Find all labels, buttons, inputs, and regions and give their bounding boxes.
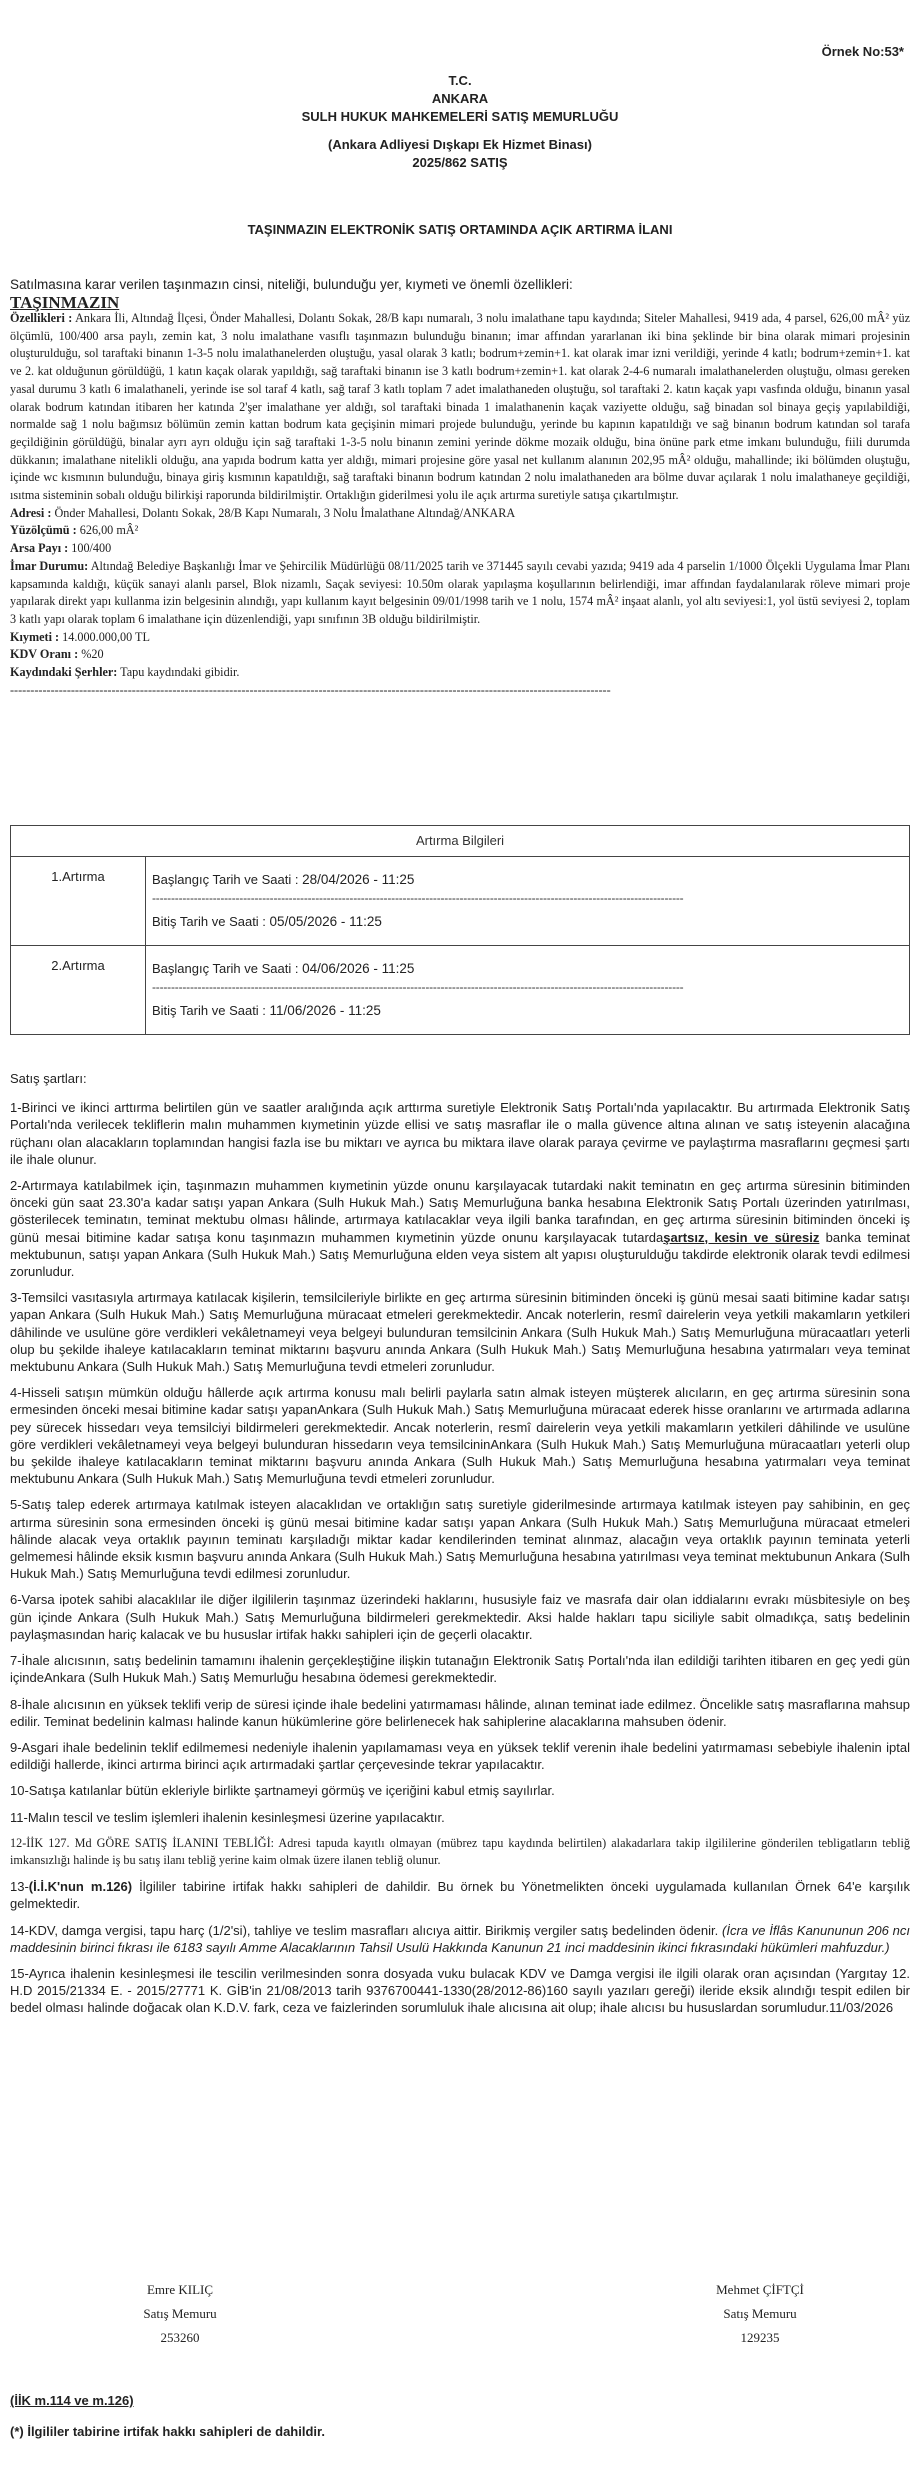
signer-number: 129235 [740, 2330, 780, 2345]
end-datetime: 05/05/2026 - 11:25 [269, 914, 382, 929]
arsa-payi-text: 100/400 [71, 541, 112, 556]
serhler-text: Tapu kaydındaki gibidir. [120, 665, 240, 680]
condition-2 [10, 1177, 910, 1280]
auction-table-heading: Artırma Bilgileri [11, 826, 909, 857]
footer-law-reference: (İİK m.114 ve m.126) [10, 2393, 134, 2408]
start-datetime-line [152, 871, 903, 889]
header-city: ANKARA [431, 91, 489, 106]
property-details [10, 310, 910, 699]
yuzolcumu-text: 626,00 mÂ² [79, 523, 139, 538]
auction-round-name: 1.Artırma [11, 857, 146, 945]
end-label: Bitiş Tarih ve Saati : [152, 1003, 266, 1018]
condition-2-rest: banka teminat mektubunun, satışı yapan Ankara (Sulh Hukuk Mah.) Satış Memurluğuna elden veya sistem alt yapısı oluşturulduğu takdirde elektronik olarak tevdi edilmesi zorunludur. [10, 1229, 910, 1280]
condition-4: 4-Hisseli satışın mümkün olduğu hâllerde açık artırma konusu malı belirli paylarla satın almak isteyen müşterek alıcıların, en geç artırma süresinin sona ermesinden önceki mesai bitimine kadar satışı yapanAnkara (Sulh Hukuk Mah.) Satış Memurluğuna müracaat ederek hisse oranlarını ve artırmada adlarına pey sürecek hissedarı veya temsilciyi bildirmeleri gerekmektedir. Ancak noterlerin, resmî dairelerin veya yetkili makamların yetkileri dâhilinde ve usulüne göre verdikleri vekâletnameyi veya belgeyi bulunduran hissedarın veya temsilcininAnkara (Sulh Hukuk Mah.) Satış Memurluğuna müracaatları yeterli olup bu şekilde ihaleye katılacakların teminat miktarını başvuru anında Ankara (Sulh Hukuk Mah.) Satış Memurluğuna hesabına yatırmaları veya teminat mektubunu Ankara (Sulh Hukuk Mah.) Satış Memurluğuna tevdi etmeleri zorunludur. [10, 1385, 910, 1487]
auction-row-2 [11, 946, 909, 1034]
dashed-separator: -------------------------------------------------------------------------------------------------------------------------------------------- [152, 980, 684, 994]
condition-13 [10, 1878, 910, 1912]
intro-section [10, 276, 910, 312]
condition-14-text: 14-KDV, damga vergisi, tapu harç (1/2'si), tahliye ve teslim masrafları alıcıya aittir. Birikmiş vergiler satış bedelinden ödenir. [10, 1922, 719, 1938]
tasinmaz-heading: TAŞINMAZIN [10, 293, 120, 312]
end-datetime-line [152, 913, 903, 931]
condition-9: 9-Asgari ihale bedelinin teklif edilmemesi nedeniyle ihalenin yapılamaması veya en yüksek teklif verenin ihale bedelini yatırmaması sebebiyle ihalenin iptal edildiği hallerde, ikinci artırma birinci açık artırmadaki şartlar çerçevesinde tekrar yapılacaktır. [10, 1739, 910, 1773]
conditions-heading: Satış şartları: [10, 1071, 87, 1086]
signer-title: Satış Memuru [723, 2306, 797, 2321]
ozellikler-text: Ankara İli, Altındağ İlçesi, Önder Mahallesi, Dolantı Sokak, 28/B kapı numaralı, 3 nolu imalathane tapu kaydında; Siteler Mahallesi, 9419 ada, 4 parsel, 626,00 mÂ² yüz ölçümlü, 100/400 arsa paylı, zemin kat, 3 nolu imalathane vasıflı taşınmazın bulunduğu binanın; imar affından yararlanan iki bina şeklinde bir bina olarak mimari projesinin oluşturulduğu, sol taraftaki binanın 1-3-5 nolu imalathanelerden oluştuğu, yasal olarak 3 katlı; bodrum+zemin+1. kat olarak imar izni verildiği, yerinde 4 katlı; bodrum+zemin+1. kat ve 2. kat olduğunun görüldüğü, 1 katın kaçak olarak yapıldığı, sağ taraftaki binanın ise 3 katlı bodrum+zemin+1. kat olarak 2-4-6 numaralı imalathanelerden oluştuğu, olması gereken yasal durumu 3 katlı 6 imalathaneli, yerinde ise sol taraf 4 katlı, sağ taraf 3 katlı toplam 7 adet imalathaneden oluştuğu, sol taraftaki 2. katın kaçak yapı vasfında olduğu, binanın yasal olarak bodrum katından itibaren her katında 2'şer imalathane yer aldığı, sol taraftaki binada 1 imalathanenin kaçak vaziyette olduğu, sağ binadan sol binaya geçiş yapılabildiği, normalde sağ 1 nolu bağımsız bölümün zemin kattan bodrum kata geçişinin mimari projede bulunduğu, yerinde bu kapının kapatıldığı ve sağ binanın bodrum katından sol tarafa geçildiğinin görüldüğü, binalar ayrı ayrı olduğu için sağ taraftaki 1-3-5 nolu binanın zemini yerinde dökme mozaik olduğu, bina önüne park etme imkanı bulunduğu, fiili durumda dükkanın; imalathane nitelikli olduğu, ana yapıda bodrum katta yer aldığı, mimari projesine göre yasal net kullanım alanının 202,95 mÂ² olduğu, mahallinde; iki bölümden oluştuğu, içinde wc kısmının bulunduğu, binaya giriş kısmının kapatıldığı, sağ taraftaki binanın bodrum katından 2 nolu imalathaneden ara bölme duvar açılarak 1 nolu imalathaneye geçildiği, ısıtma sisteminin sobalı olduğu bilirkişi raporunda bildirilmiştir. Ortaklığın giderilmesi yolu ile açık artırma suretiyle satışa çıkartılmıştır. [10, 311, 911, 503]
kiymet-text: 14.000.000,00 TL [62, 629, 150, 644]
yuzolcumu-line [10, 522, 910, 540]
start-datetime: 28/04/2026 - 11:25 [302, 872, 415, 887]
auction-dates [146, 946, 909, 1034]
intro-text: Satılmasına karar verilen taşınmazın cinsi, niteliği, bulunduğu yer, kıymeti ve önemli özellikleri: [10, 277, 573, 292]
header-building: (Ankara Adliyesi Dışkapı Ek Hizmet Binası) [328, 137, 592, 152]
start-datetime-line [152, 960, 903, 978]
ozellikler-paragraph [10, 310, 910, 505]
condition-6: 6-Varsa ipotek sahibi alacaklılar ile diğer ilgililerin taşınmaz üzerindeki haklarını, hususiyle faiz ve masrafa dair olan iddialarını evrakı müsbitesiyle on beş gün içinde Ankara (Sulh Hukuk Mah.) Satış Memurluğuna bildirmeleri gerekmektedir. Aksi halde hakları tapu siciliyle sabit olmadıkça, satış bedelinin paylaşmasından hariç kalacak ve bu hususlar irtifak hakkı sahipleri için de geçerli olacaktır. [10, 1592, 910, 1642]
condition-3: 3-Temsilci vasıtasıyla artırmaya katılacak kişilerin, temsilcileriyle birlikte en geç artırma süresinin bitiminden önceki iş günü mesai saati bitimine kadar satışı yapan Ankara (Sulh Hukuk Mah.) Satış Memurluğuna müracaat etmeleri gerekmektedir. Ancak noterlerin, resmî dairelerin veya yetkili makamların yetkileri dâhilinde ve usulüne göre verdikleri vekâletnameyi veya belgeyi bulunduran temsilcinin Ankara (Sulh Hukuk Mah.) Satış Memurluğuna müracaatları yeterli olup bu şekilde ihaleye katılacakların teminat miktarını başvuru anında Ankara (Sulh Hukuk Mah.) Satış Memurluğuna hesabına yatırmaları veya teminat mektubunu Ankara (Sulh Hukuk Mah.) Satış Memurluğuna tevdi etmeleri zorunludur. [10, 1290, 910, 1375]
signer-name: Emre KILIÇ [146, 2282, 214, 2297]
start-label: Başlangıç Tarih ve Saati : [152, 872, 299, 887]
auction-info-table [10, 825, 910, 1035]
yuzolcumu-label: Yüzölçümü : [10, 523, 77, 538]
adres-text: Önder Mahallesi, Dolantı Sokak, 28/B Kapı Numaralı, 3 Nolu İmalathane Altındağ/ANKARA [54, 505, 516, 520]
dashed-divider: ---------------------------------------------------------------------------------------------------------------------------------------------------- [10, 682, 611, 697]
condition-14-note: (İcra ve İflâs Kanununun 206 ncı maddesinin birinci fıkrası ile 6183 sayılı Amme Alacaklarının Tahsil Usulü Hakkında Kanunun 21 inci maddesinin ikinci fıkrasındaki hükümleri mahfuzdur.) [10, 1922, 910, 1955]
sale-conditions [10, 1070, 910, 2026]
document-header [0, 72, 920, 172]
start-datetime: 04/06/2026 - 11:25 [302, 961, 415, 976]
dashed-separator: -------------------------------------------------------------------------------------------------------------------------------------------- [152, 891, 684, 905]
serhler-line [10, 664, 910, 682]
end-label: Bitiş Tarih ve Saati : [152, 914, 266, 929]
condition-13-number: 13- [10, 1879, 29, 1895]
condition-5: 5-Satış talep ederek artırmaya katılmak isteyen alacaklıdan ve ortaklığın satış suretiyle giderilmesinde artırmaya katılmak isteyen pay sahibinin, en geç artırma süresinin sona ermesinden önceki iş günü mesai bitimine kadar satışı yapan Ankara (Sulh Hukuk Mah.) Satış Memurluğuna müracaat etmeleri hâlinde alacak veya ortaklık payının teminatı karşıladığı miktar kadar kendilerinden teminat alınmaz, alacağın veya ortaklık payının teminata yeterli gelmemesi hâlinde eksik kısmın başvuru anında Ankara (Sulh Hukuk Mah.) Satış Memurluğuna hesabına yatırılması veya teminat mektubunun Ankara (Sulh Hukuk Mah.) Satış Memurluğuna tevdi edilmesi zorunludur. [10, 1497, 910, 1582]
kdv-line [10, 646, 910, 664]
condition-8: 8-İhale alıcısının en yüksek teklifi verip de süresi içinde ihale bedelini yatırmaması hâlinde, alınan teminat iade edilmez. Öncelikle satış masraflarına mahsup edilir. Teminat bedelinin kalması halinde kanun hükümlerine göre belirlenecek hak sahiplerine alacaklarına mahsuben ödenir. [10, 1696, 910, 1729]
signer-number: 253260 [160, 2330, 200, 2345]
header-office: SULH HUKUK MAHKEMELERİ SATIŞ MEMURLUĞU [301, 109, 619, 124]
imar-paragraph [10, 558, 910, 629]
header-case-number: 2025/862 SATIŞ [412, 155, 508, 170]
kiymet-label: Kıymeti : [10, 629, 60, 644]
auction-dates [146, 857, 909, 945]
form-number: Örnek No:53* [821, 44, 904, 59]
footer-note: (*) İlgililer tabirine irtifak hakkı sahipleri de dahildir. [10, 2424, 325, 2439]
signer-title: Satış Memuru [143, 2306, 217, 2321]
signature-block-right [650, 2278, 870, 2350]
condition-10: 10-Satışa katılanlar bütün ekleriyle birlikte şartnameyi görmüş ve içeriğini kabul etmiş sayılırlar. [10, 1783, 555, 1799]
kiymet-line [10, 629, 910, 647]
condition-2-emphasis: şartsız, kesin ve süresiz [663, 1229, 820, 1245]
condition-2-text: 2-Artırmaya katılabilmek için, taşınmazın muhammen kıymetinin yüzde onunu karşılayacak tutardaki nakit teminatın en geç artırma süresinin bitiminden önceki gün saat 23.30'a kadar satışı yapan Ankara (Sulh Hukuk Mah.) Satış Memurluğuna banka hesabına Elektronik Satış Portalı üzerinden yatırılması, gösterilecek teminatın, teminat mektubu olması hâlinde, artırmaya katılacaklar veya ilgili banka tarafından, en geç artırma süresinin bitiminden önceki iş günü mesai bitimine kadar satışa konu taşınmazın muhammen kıymetinin yüzde onunu karşılayacak tutarda [10, 1178, 910, 1245]
header-tc: T.C. [448, 73, 472, 88]
condition-1: 1-Birinci ve ikinci arttırma belirtilen gün ve saatler aralığında açık arttırma suretiyle Elektronik Satış Portalı'nda yapılacaktır. Bu artırmada Elektronik Satış Portalı'nda verilecek tekliflerin malın muhammen kıymetinin yüzde ellisi ve satış masraflar ile o malla güvence altına alınan ve satış isteyenin alacağına rüçhanı olan alacakların toplamından hangisi fazla ise bu miktarı ve ayrıca bu miktara ilave olarak paraya çevirme ve paylaştırma masraflarını geçmesi şartı ile ihale olunur. [10, 1100, 910, 1167]
imar-text: Altındağ Belediye Başkanlığı İmar ve Şehircilik Müdürlüğü 08/11/2025 tarih ve 371445 sayılı cevabi yazıda; 9419 ada 4 parselin 1/1000 Ölçekli Uygulama İmar Planı kapsamında kaldığı, küçük sanayi alanlı parsel, Blok nizamlı, Saçak seviyesi: 10.50m olarak yapılaşma koşullarının belirlendiği, imar affından faydalanılarak röleve mimari proje yapılarak direkt yapı kullanma izin belgesinin alındığı, yapı kullanım kayıt belgesinin 09/01/1998 tarih ve 1 nolu, 1574 mÂ² inşaat alanlı, yol altı seviyesi:1, yol üstü seviyesi 2, toplam 3 katlı yapı olarak toplam 6 imalathane için düzenlendiği, yapı sınıfının 3B olduğu bildirilmiştir. [10, 558, 911, 626]
start-label: Başlangıç Tarih ve Saati : [152, 961, 299, 976]
end-datetime: 11/06/2026 - 11:25 [269, 1003, 381, 1018]
condition-7: 7-İhale alıcısının, satış bedelinin tamamını ihalenin gerçekleştiğine ilişkin tutanağın Elektronik Satış Portalı'nda ilan edildiği tarihten itibaren en geç yedi gün içindeAnkara (Sulh Hukuk Mah.) Satış Memurluğu hesabına ödemesi gerekmektedir. [10, 1653, 910, 1686]
condition-13-text: İlgililer tabirine irtifak hakkı sahipleri de dahildir. Bu örnek bu Yönetmelikten önceki uygulamada kullanılan Örnek 64'e karşılık gelmektedir. [10, 1879, 910, 1912]
condition-13-ref: (İ.İ.K'nun m.126) [28, 1879, 133, 1895]
condition-14 [10, 1922, 910, 1956]
adres-line [10, 505, 910, 523]
signer-name: Mehmet ÇİFTÇİ [716, 2282, 804, 2297]
auction-row-1 [11, 857, 909, 946]
document-title: TAŞINMAZIN ELEKTRONİK SATIŞ ORTAMINDA AÇIK ARTIRMA İLANI [247, 222, 673, 237]
condition-12: 12-İİK 127. Md GÖRE SATIŞ İLANINI TEBLİĞİ: Adresi tapuda kayıtlı olmayan (mübrez tapu kaydında belirtilen) alakadarlara takip ilgililerine gönderilen tebligatların tebliğ imkansızlığı halinde iş bu satış ilanı tebliğ yerine kaim olmak üzere ilanen tebliğ olunur. [10, 1835, 910, 1867]
condition-11: 11-Malın tescil ve teslim işlemleri ihalenin kesinleşmesi üzerine yapılacaktır. [10, 1809, 445, 1825]
ozellikler-label: Özellikleri : [10, 311, 73, 325]
serhler-label: Kaydındaki Şerhler: [10, 665, 118, 680]
kdv-label: KDV Oranı : [10, 647, 79, 662]
arsa-payi-label: Arsa Payı : [10, 541, 69, 556]
signature-block-left [70, 2278, 290, 2350]
auction-round-name: 2.Artırma [11, 946, 146, 1034]
kdv-text: %20 [81, 647, 104, 662]
arsa-payi-line [10, 540, 910, 558]
adres-label: Adresi : [10, 505, 52, 520]
condition-15: 15-Ayrıca ihalenin kesinleşmesi ile tescilin verilmesinden sonra dosyada vuku bulacak KDV ve Damga vergisi ile ilgili olarak oran açısından (Yargıtay 12. H.D 2015/21334 E. - 2015/27771 K. GİB'in 21/08/2013 tarih 9376700441-1330(28/2012-86)160 sayılı yazıları gereği) ileride eksik alındığı tespit edilen bir bedel olması halinde doğacak olan K.D.V. fark, ceza ve faizlerinden sorumluluk ihale alıcısına ait olup; ihale alıcısı bu hususlardan sorumludur.11/03/2026 [10, 1965, 910, 2016]
imar-label: İmar Durumu: [10, 558, 89, 573]
end-datetime-line [152, 1002, 903, 1020]
